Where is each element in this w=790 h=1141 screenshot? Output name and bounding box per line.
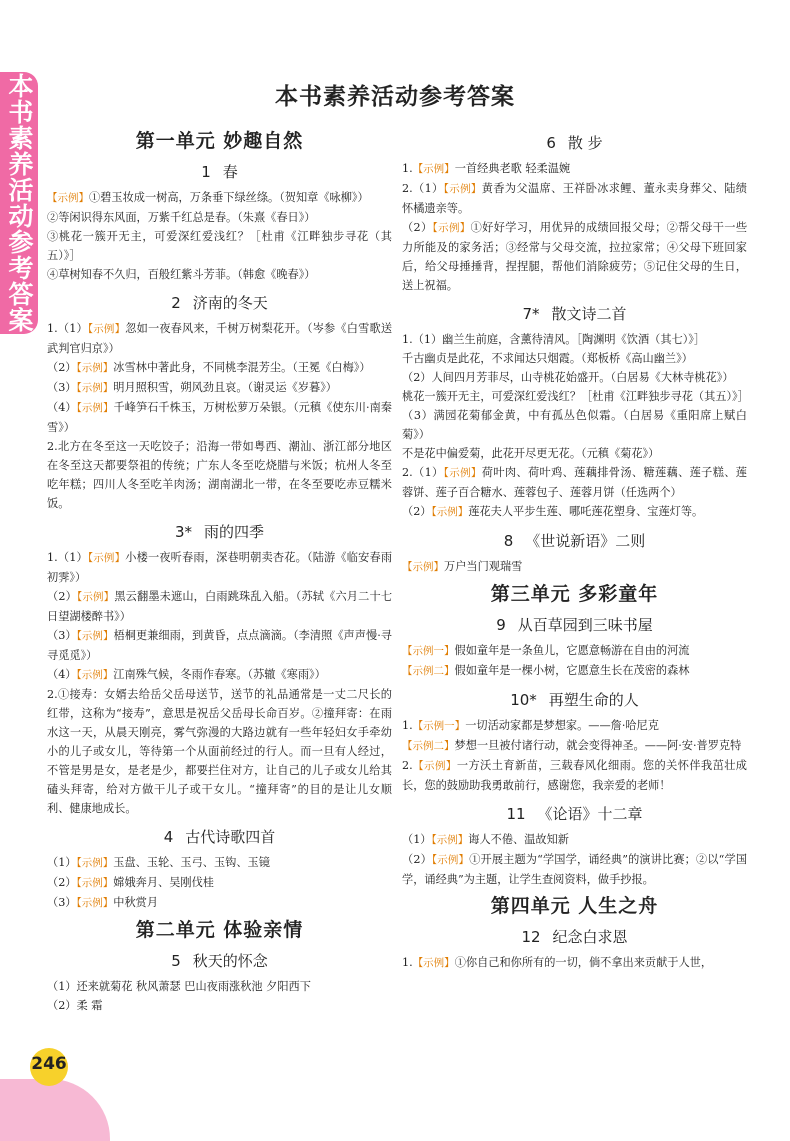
example-tag: 【示例】: [76, 591, 115, 603]
answer-text: 1.（1）: [47, 551, 88, 564]
section-heading: [47, 161, 392, 182]
answer-text: 1.: [402, 719, 413, 732]
answer-text: 梧桐更兼细雨，到黄昏，点点滴滴。（李清照《声声慢·寻寻觅觅》）: [47, 629, 392, 662]
answer-text: 2.（1）: [402, 466, 444, 479]
answer-paragraph: [47, 319, 392, 358]
section-number: 9: [496, 616, 506, 634]
answer-text: （2）: [47, 590, 77, 603]
answer-text: 嫦娥奔月、吴刚伐桂: [113, 876, 214, 889]
section-heading: [402, 803, 747, 824]
answer-text: ①好好学习，用优异的成绩回报父母；②帮父母干一些力所能及的家务活；③经常与父母交流，拉拉家常；④父母下班回家后，给父母捶捶背，捏捏腿，帮他们消除疲劳；⑤记住父母的生日，送上祝福。: [402, 221, 748, 292]
answer-text: （3）: [47, 629, 77, 642]
answer-text: 中秋赏月: [113, 896, 159, 909]
answer-paragraph: [47, 437, 392, 513]
answer-text: （4）: [47, 668, 77, 681]
answer-paragraph: [47, 378, 392, 398]
answer-text: 假如童年是一棵小树，它愿意生长在茂密的森林: [454, 664, 690, 677]
side-tab: [0, 72, 38, 334]
page-title: 本书素养活动参考答案: [275, 84, 515, 110]
example-tag: 【示例】: [76, 857, 114, 869]
answer-text: 1.: [402, 162, 413, 175]
page-corner-decoration: [0, 1079, 110, 1141]
example-tag: 【示例】: [76, 362, 114, 374]
section-number: 3*: [174, 523, 193, 541]
answer-text: 小楼一夜听春雨，深巷明朝卖杏花。（陆游《临安春雨初霁》）: [47, 551, 393, 584]
answer-text: 桃花一簇开无主，可爱深红爱浅红？［杜甫《江畔独步寻花（其五）》］: [402, 390, 749, 403]
section-heading: [402, 926, 747, 947]
example-tag: 【示例】: [87, 552, 126, 564]
answer-paragraph: [47, 996, 392, 1015]
example-tag: 【示例一】: [412, 720, 466, 732]
answer-text: （2）: [47, 361, 77, 374]
section-title: 散 步: [567, 134, 603, 152]
answer-text: ①你自己和你所有的一切，倘不拿出来贡献于人世，: [454, 956, 713, 969]
answer-text: ①开展主题为“学国学，诵经典”的演讲比赛；②以“学国学，诵经典”为主题，让学生查阅资料，做手抄报。: [402, 853, 748, 886]
section-heading: [402, 303, 747, 324]
answer-paragraph: [402, 850, 747, 889]
example-tag: 【示例二】: [402, 740, 455, 752]
example-tag: 【示例二】: [402, 665, 455, 677]
section-number: 2: [171, 294, 181, 312]
answer-paragraph: [402, 218, 747, 295]
section-number: 1: [201, 163, 211, 181]
answer-text: 千古幽贞是此花，不求闻达只烟霞。（郑板桥《高山幽兰》）: [402, 352, 693, 365]
answer-paragraph: [402, 557, 747, 577]
section-number: 12: [521, 928, 541, 946]
section-title: 《论语》十二章: [537, 805, 643, 823]
side-tab-label: 本书素养活动参考答案: [5, 73, 34, 333]
unit-heading: 第一单元 妙趣自然: [135, 130, 304, 152]
answer-paragraph: [402, 349, 747, 368]
section-title: 雨的四季: [204, 523, 265, 541]
answer-text: 黄香为父温席、王祥卧冰求鲤、董永卖身葬父、陆绩怀橘遗亲等。: [402, 182, 747, 215]
answer-paragraph: [402, 661, 747, 681]
answer-text: ④草树知春不久归，百般红紫斗芳菲。（韩愈《晚春》）: [47, 268, 316, 281]
answer-paragraph: [47, 665, 392, 685]
section-number: 10*: [510, 691, 537, 709]
example-tag: 【示例】: [443, 467, 482, 479]
section-number: 11: [506, 805, 526, 823]
example-tag: 【示例】: [87, 323, 126, 335]
answer-text: 忽如一夜春风来，千树万树梨花开。（岑参《白雪歌送武判官归京》）: [47, 322, 393, 355]
answer-paragraph: [402, 159, 747, 179]
answer-paragraph: [402, 463, 747, 502]
section-title: 《世说新语》二则: [525, 532, 646, 550]
section-title: 秋天的怀念: [192, 952, 268, 970]
answer-text: 明月照积雪，朔风劲且哀。（谢灵运《岁暮》）: [113, 381, 337, 394]
answer-text: （3）: [47, 381, 77, 394]
section-heading: [402, 132, 747, 153]
answer-text: 莲花夫人平步生莲、哪吒莲花塑身、宝莲灯等。: [468, 505, 704, 518]
answer-paragraph: [47, 548, 392, 587]
unit-heading: 第四单元 人生之舟: [490, 895, 659, 917]
example-tag: 【示例】: [412, 760, 457, 772]
answer-text: 江南殊气候，冬雨作春寒。（苏辙《寒雨》）: [113, 668, 326, 681]
answer-text: （1）: [402, 833, 432, 846]
answer-text: 黑云翻墨未遮山，白雨跳珠乱入船。（苏轼《六月二十七日望湖楼醉书》）: [47, 590, 393, 623]
answer-text: 千峰笋石千株玉，万树松萝万朵银。（元稹《使东川·南秦雪》）: [47, 401, 392, 434]
answer-paragraph: [402, 953, 747, 973]
answer-paragraph: [402, 736, 747, 756]
answer-text: （2）: [47, 876, 77, 889]
answer-paragraph: [402, 406, 747, 444]
answer-paragraph: [402, 716, 747, 736]
answer-text: 2.: [402, 759, 413, 772]
section-heading: [47, 950, 392, 971]
answer-paragraph: [47, 873, 392, 893]
answer-paragraph: [402, 756, 747, 795]
answer-paragraph: [402, 387, 747, 406]
answer-paragraph: [47, 188, 392, 208]
answer-paragraph: [47, 685, 392, 818]
answer-text: 不是花中偏爱菊，此花开尽更无花。（元稹《菊花》）: [402, 447, 660, 460]
section-number: 8: [503, 532, 514, 550]
answer-paragraph: [47, 853, 392, 873]
answer-paragraph: [47, 977, 392, 996]
example-tag: 【示例】: [431, 506, 469, 518]
answer-text: 一方沃土育新苗，三载春风化细雨。您的关怀伴我茁壮成长，您的鼓励助我勇敢前行，感谢您，我亲爱的老师！: [402, 759, 747, 792]
example-tag: 【示例】: [431, 834, 469, 846]
example-tag: 【示例】: [432, 222, 471, 234]
answer-text: 2.①接寿：女婿去给岳父岳母送节，送节的礼品通常是一丈二尺长的红带，这称为“接寿”，意思是祝岳父岳母长命百岁。②撞拜寄：在雨水这一天，从晨天刚亮，雾气弥漫的大路边就有一些年轻妇女手牵幼小的儿子或女儿，等待第一个从面前经过的行人。而一旦有人经过，不管是男是女，是老是少，都要拦住对方，让自己的儿子或女儿给其磕头拜寄，给对方做干儿子或干女儿。“撞拜寄”的目的是让儿女顺利、健康地成长。: [47, 688, 392, 815]
section-title: 再塑生命的人: [548, 691, 639, 709]
answer-text: ②等闲识得东风面，万紫千红总是春。（朱熹《春日》）: [47, 211, 316, 224]
answer-text: ③桃花一簇开无主，可爱深红爱浅红？［杜甫《江畔独步寻花（其五）》］: [47, 230, 392, 262]
page-number: 246: [31, 1054, 67, 1074]
section-title: 从百草园到三味书屋: [517, 616, 653, 634]
answer-text: 梦想一旦被付诸行动，就会变得神圣。——阿·安·普罗克特: [454, 739, 742, 752]
answer-text: 一切活动家都是梦想家。——詹·哈尼克: [465, 719, 659, 732]
answer-text: （3）满园花菊郁金黄，中有孤丛色似霜。（白居易《重阳席上赋白菊》）: [402, 409, 747, 441]
answer-paragraph: [47, 398, 392, 437]
answer-paragraph: [47, 265, 392, 284]
example-tag: 【示例】: [76, 630, 114, 642]
section-heading: [402, 614, 747, 635]
answer-paragraph: [402, 179, 747, 218]
section-number: 6: [546, 134, 556, 152]
answer-text: （3）: [47, 896, 77, 909]
answer-text: 一首经典老歌 轻柔温婉: [454, 162, 571, 175]
answer-text: （1）: [47, 856, 77, 869]
answer-text: （2）人间四月芳菲尽，山寺桃花始盛开。（白居易《大林寺桃花》）: [402, 371, 734, 384]
answer-paragraph: [402, 444, 747, 463]
section-title: 春: [222, 163, 238, 181]
answer-paragraph: [402, 330, 747, 349]
example-tag: 【示例】: [443, 183, 482, 195]
section-heading: [402, 530, 747, 551]
answer-text: 2.（1）: [402, 182, 444, 195]
example-tag: 【示例】: [402, 561, 444, 573]
example-tag: 【示例】: [431, 854, 470, 866]
answer-text: （1）还来就菊花 秋风萧瑟 巴山夜雨涨秋池 夕阳西下: [47, 980, 311, 993]
answer-text: 1.（1）幽兰生前庭，含薰待清风。［陶渊明《饮酒（其七）》］: [402, 333, 706, 346]
answer-text: 1.（1）: [47, 322, 88, 335]
section-heading: [47, 292, 392, 313]
answer-paragraph: [47, 626, 392, 665]
answer-text: （2）: [402, 853, 432, 866]
section-heading: [47, 521, 392, 542]
answer-paragraph: [402, 641, 747, 661]
answer-text: 1.: [402, 956, 413, 969]
example-tag: 【示例】: [76, 402, 114, 414]
answer-text: 万户当门观瑞雪: [444, 560, 523, 573]
answer-text: 冰雪林中著此身，不同桃李混芳尘。（王冕《白梅》）: [113, 361, 371, 374]
example-tag: 【示例】: [76, 669, 114, 681]
answer-text: 假如童年是一条鱼儿，它愿意畅游在自由的河流: [454, 644, 690, 657]
answer-paragraph: [47, 893, 392, 913]
example-tag: 【示例】: [76, 877, 114, 889]
answer-paragraph: [47, 227, 392, 265]
example-tag: 【示例】: [412, 957, 455, 969]
answer-text: 诲人不倦、温故知新: [468, 833, 569, 846]
answer-paragraph: [47, 358, 392, 378]
unit-heading: 第二单元 体验亲情: [135, 919, 304, 941]
section-title: 散文诗二首: [551, 305, 627, 323]
answer-paragraph: [47, 208, 392, 227]
section-title: 济南的冬天: [192, 294, 268, 312]
section-number: 4: [163, 828, 174, 846]
answer-text: （2）: [402, 221, 433, 234]
answer-paragraph: [402, 368, 747, 387]
page-number-badge: [0, 1046, 115, 1141]
answer-text: （2）柔 霜: [47, 999, 103, 1012]
section-heading: [47, 826, 392, 847]
section-number: 7*: [522, 305, 540, 323]
answer-text: ①碧玉妆成一树高，万条垂下绿丝绦。（贺知章《咏柳》）: [89, 191, 369, 204]
example-tag: 【示例一】: [402, 645, 455, 657]
section-title: 古代诗歌四首: [185, 828, 276, 846]
example-tag: 【示例】: [412, 163, 455, 175]
section-number: 5: [171, 952, 181, 970]
answer-text: （4）: [47, 401, 77, 414]
left-column: [47, 124, 392, 1015]
example-tag: 【示例】: [47, 192, 89, 204]
answer-paragraph: [402, 502, 747, 522]
answer-text: （2）: [402, 505, 432, 518]
right-column: [402, 124, 747, 973]
answer-text: 荷叶肉、荷叶鸡、莲藕排骨汤、糖莲藕、莲子糕、莲蓉饼、莲子百合糖水、莲蓉包子、莲蓉月饼（任选两个）: [402, 466, 747, 499]
answer-paragraph: [402, 830, 747, 850]
example-tag: 【示例】: [76, 382, 114, 394]
answer-text: 玉盘、玉轮、玉弓、玉钩、玉镜: [113, 856, 270, 869]
answer-text: 2.北方在冬至这一天吃饺子；沿海一带如粤西、潮汕、浙江部分地区在冬至这天都要祭祖的传统；广东人冬至吃烧腊与米饭；杭州人冬至吃年糕；四川人冬至吃羊肉汤；湖南湖北一带，在冬至要吃赤豆糯米饭。: [47, 440, 392, 510]
example-tag: 【示例】: [76, 897, 114, 909]
section-heading: [402, 689, 747, 710]
answer-paragraph: [47, 587, 392, 626]
unit-heading: 第三单元 多彩童年: [490, 583, 659, 605]
section-title: 纪念白求恩: [552, 928, 628, 946]
